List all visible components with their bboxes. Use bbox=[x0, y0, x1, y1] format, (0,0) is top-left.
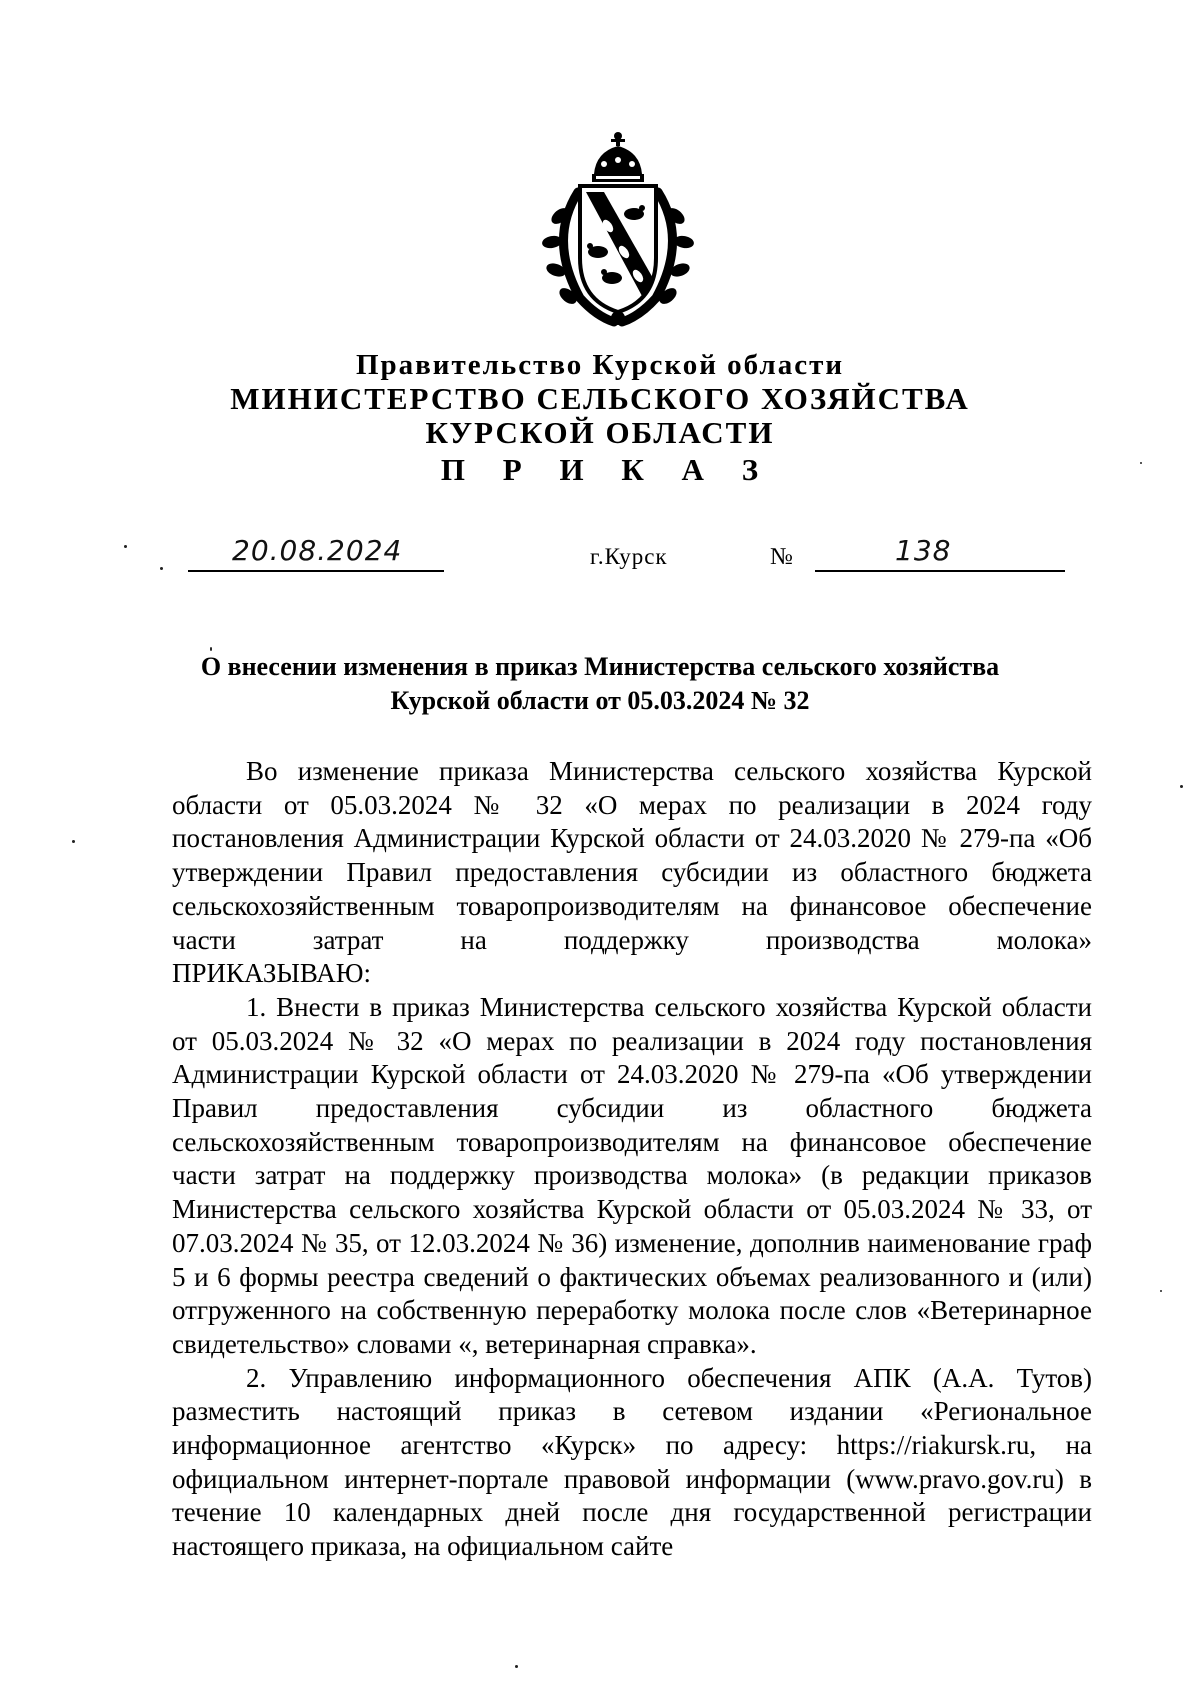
title-line1: О внесении изменения в приказ Министерства сельского хозяйства bbox=[200, 652, 1000, 681]
number-underline bbox=[815, 570, 1065, 572]
scan-speck bbox=[124, 545, 127, 548]
ministry-name-line2: КУРСКОЙ ОБЛАСТИ bbox=[425, 415, 775, 450]
document-body bbox=[172, 755, 1092, 1564]
kursk-coat-of-arms-icon bbox=[538, 130, 698, 330]
scan-speck bbox=[210, 647, 212, 651]
scan-speck bbox=[1160, 1290, 1162, 1292]
document-type: П Р И К А З bbox=[440, 452, 774, 487]
city: г.Курск bbox=[590, 544, 668, 569]
scan-speck bbox=[1180, 785, 1183, 788]
title-line2: Курской области от 05.03.2024 № 32 bbox=[390, 686, 810, 715]
government-name: Правительство Курской области bbox=[355, 349, 845, 381]
ministry-name-line1: МИНИСТЕРСТВО СЕЛЬСКОГО ХОЗЯЙСТВА bbox=[230, 381, 970, 416]
item-2-paragraph: 2. Управлению информационного обеспечения АПК (А.А. Тутов) разместить настоящий приказ в сетевом издании «Региональное информационное агентство «Курск» по адресу: https://riakursk.ru, на официальном интернет-портале правовой информации (www.pravo.gov.ru) в течение 10 календарных дней после дня государственной регистрации настоящего приказа, на официальном сайте bbox=[172, 1362, 1092, 1562]
scan-speck bbox=[515, 1665, 518, 1668]
order-word: ПРИКАЗЫВАЮ: bbox=[172, 958, 371, 989]
preamble-paragraph: Во изменение приказа Министерства сельского хозяйства Курской области от 05.03.2024 № 32 «О мерах по реализации в 2024 году постановления Администрации Курской области от 24.03.2020 № 279-па «Об утверждении Правил предоставления субсидии из областного бюджета сельскохозяйственным товаропроизводителям на финансовое обеспечение части затрат на поддержку производства молока» bbox=[172, 756, 1092, 955]
dateline bbox=[0, 534, 1200, 580]
number-sign: № bbox=[770, 544, 793, 570]
date-underline bbox=[188, 570, 444, 572]
handwritten-number: 138 bbox=[895, 534, 952, 567]
item-1-paragraph: 1. Внести в приказ Министерства сельского хозяйства Курской области от 05.03.2024 № 32 «О мерах по реализации в 2024 году постановления Администрации Курской области от 24.03.2020 № 279-па «Об утверждении Правил предоставления субсидии из областного бюджета сельскохозяйственным товаропроизводителям на финансовое обеспечение части затрат на поддержку производства молока» (в редакции приказов Министерства сельского хозяйства Курской области от 05.03.2024 № 33, от 07.03.2024 № 35, от 12.03.2024 № 36) изменение, дополнив наименование граф 5 и 6 формы реестра сведений о фактических объемах реализованного и (или) отгруженного на собственную переработку молока после слов «Ветеринарное свидетельство» словами «, ветеринарная справка». bbox=[172, 991, 1092, 1359]
scan-speck bbox=[72, 840, 75, 843]
scan-speck bbox=[160, 567, 163, 570]
handwritten-date: 20.08.2024 bbox=[232, 534, 403, 567]
document-title bbox=[100, 650, 1100, 718]
scan-speck bbox=[1140, 462, 1142, 464]
document-header bbox=[0, 348, 1200, 490]
